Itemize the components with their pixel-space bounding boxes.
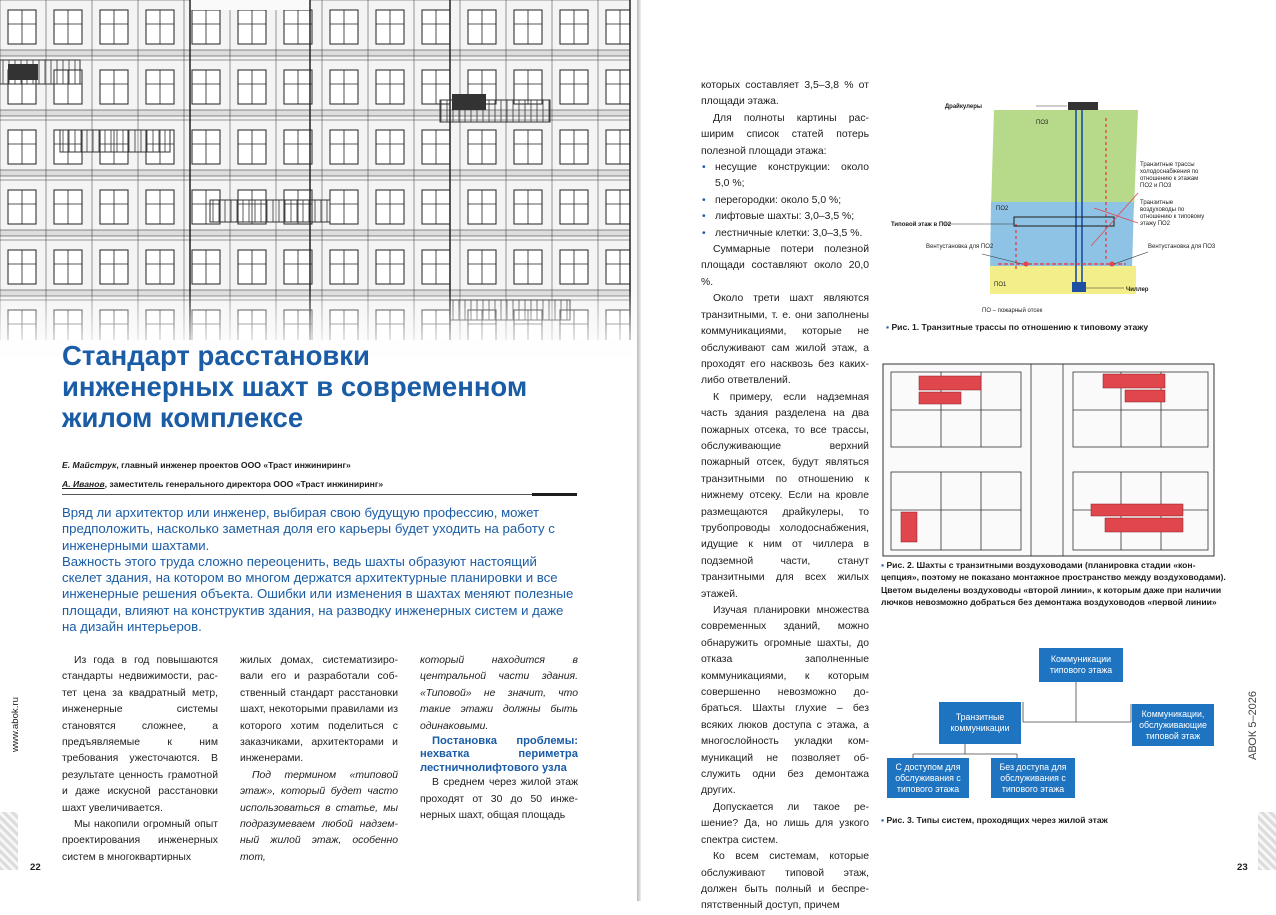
text-column-3 xyxy=(420,653,578,824)
page-number: 23 xyxy=(1237,862,1248,873)
loss-list xyxy=(701,160,869,242)
title-line: Стандарт расстановки xyxy=(62,340,370,371)
list-item: • несущие конструкции: около 5,0 %; xyxy=(715,160,869,193)
label-typical-floor: Типовой этаж в ПО2 xyxy=(891,222,952,228)
journal-issue: АВОК 5–2026 xyxy=(1247,690,1259,760)
body-paragraph: Допускается ли такое решение? Да, но лишь для узкого спектра систем. xyxy=(701,801,869,846)
zone-po2 xyxy=(990,202,1134,270)
body-paragraph: В среднем через жилой этаж проходят от 30 до 50 инженерных шахт, общая площадь xyxy=(420,777,578,822)
highlighted-duct xyxy=(1091,504,1183,516)
label-transit-cooling: Транзитные трассы холодоснабжения по отношению к этажам ПО2 и ПО3 xyxy=(1140,162,1199,189)
lead-paragraph: Вряд ли архитектор или инженер, выбирая свою будущую профессию, может предположить, насколько заметная доля его карьеры будет уходить на работу с инженерными шахтами. xyxy=(62,505,555,553)
lead-text xyxy=(62,505,577,635)
label-po2: ПО2 xyxy=(996,206,1009,212)
box-typical-floor-communications: Коммуникации типового этажа xyxy=(1039,648,1123,682)
body-paragraph: Мы накопили огромный опыт проектирования инженерных систем в многоквартирных xyxy=(62,819,218,863)
body-paragraph: который находится в центральной части здания. «Типовой» не значит, что такие этажи должны быть одинаковыми. xyxy=(420,655,578,732)
article-title xyxy=(62,340,602,433)
highlighted-duct xyxy=(1103,374,1165,388)
highlighted-duct xyxy=(919,392,961,404)
text-column-right xyxy=(701,78,869,915)
page-corner-pattern xyxy=(1258,812,1276,870)
author-role: , заместитель генерального директора ООО «Траст инжиниринг» xyxy=(104,479,384,489)
highlighted-duct xyxy=(901,512,917,542)
body-paragraph: Суммарные потери полезной площади составляют около 20,0 %. xyxy=(701,244,869,288)
label-chiller: Чиллер xyxy=(1126,287,1149,293)
label-vent-po3: Вентустановка для ПО3 xyxy=(1148,244,1216,250)
highlighted-duct xyxy=(1125,390,1165,402)
box-with-access: С доступом для обслуживания с типового этажа xyxy=(887,758,969,798)
highlighted-duct xyxy=(919,376,981,390)
caption-text: Рис. 3. Типы систем, проходящих через жилой этаж xyxy=(886,815,1108,825)
author-divider xyxy=(62,493,577,497)
box-serving-communications: Коммуникации, обслуживающие типовой этаж xyxy=(1132,704,1214,746)
page-corner-pattern xyxy=(0,812,18,870)
label-transit-ducts: Транзитные воздуховоды по отношению к типовому этажу ПО2 xyxy=(1140,200,1205,227)
body-paragraph: Для полноты картины расширим список статей потерь полезной площади этажа: xyxy=(701,112,869,157)
text-column-1 xyxy=(62,653,218,866)
title-line: инженерных шахт в современном xyxy=(62,371,528,402)
label-vent-po2: Вентустановка для ПО2 xyxy=(926,244,994,250)
caption-marker: ▪ xyxy=(881,815,885,825)
author-name: Е. Майструк xyxy=(62,460,117,470)
box-transit-communications: Транзитные коммуникации xyxy=(939,702,1021,744)
body-paragraph: Около трети шахт являются транзитными, т. е. они заполнены коммуникациями, которые не обслуживают сам жилой этаж, а проходят его насквозь без каких-либо ответвлений. xyxy=(701,293,869,387)
body-paragraph: Под термином «типовой этаж», который будет часто использоваться в статье, мы подразумеваем любой надземный жилой этаж, особенно тот, xyxy=(240,769,398,863)
text-column-2 xyxy=(240,653,398,866)
zone-po3 xyxy=(991,110,1138,208)
right-page xyxy=(641,0,1276,912)
caption-text: Рис. 2. Шахты с транзитными воздуховодами (планировка стадии «концепция», поэтому не показано монтажное пространство между воздуховодами). Цветом выделены воздуховоды «второй линии», к которым даже при наличии лючков невозможно добраться без демонтажа воздуховодов «первой линии» xyxy=(881,560,1226,608)
building-illustration xyxy=(0,0,637,362)
author-role: , главный инженер проектов ООО «Траст инжиниринг» xyxy=(116,460,351,470)
label-fire-zone: ПО – пожарный отсек xyxy=(982,308,1043,314)
zone-po1 xyxy=(990,266,1136,294)
figure-2-floor-plan xyxy=(881,362,1226,558)
list-item: • лестничные клетки: 3,0–3,5 %. xyxy=(715,226,869,242)
highlighted-duct xyxy=(1105,518,1183,532)
chiller-unit xyxy=(1072,282,1086,292)
body-paragraph: Из года в год повышаются стандарты недвижимости, растет цена за квадратный метр, инженерные системы становятся сложнее, а предъявляемые к ним требования ужесточаются. В результате ценность грамотной и даже искусной расстановки шахт увеличивается. xyxy=(62,655,218,814)
figure-3-diagram xyxy=(881,640,1271,800)
author-list xyxy=(62,456,582,494)
caption-text: Рис. 1. Транзитные трассы по отношению к типовому этажу xyxy=(891,322,1149,332)
author-line xyxy=(62,456,582,475)
body-paragraph: которых составляет 3,5–3,8 % от площади этажа. xyxy=(701,80,869,108)
caption-marker: ▪ xyxy=(886,322,890,332)
figure-3-caption xyxy=(881,814,1226,826)
list-item: • перегородки: около 5,0 %; xyxy=(715,193,869,209)
title-line: жилом комплексе xyxy=(62,402,304,433)
author-name: А. Иванов xyxy=(62,479,105,489)
author-line xyxy=(62,475,582,494)
section-subheading: Постановка проблемы: нехватка периметра лестничнолифтового узла xyxy=(420,735,578,774)
label-po3: ПО3 xyxy=(1036,120,1049,126)
figure-1-caption xyxy=(886,321,1186,333)
body-paragraph: К примеру, если надземная часть здания разделена на два пожарных отсека, то все трассы, обслуживающие верхний пожарный отсек, будут являться транзитными по отношению к нижнему отсеку. Если на кровле размещаются драйкулеры, то трубопроводы холодоснабжения, идущие к ним от чиллера в подземной части, станут транзитными для всех жилых этажей. xyxy=(701,391,869,600)
figure-2-caption xyxy=(881,559,1226,609)
label-po1: ПО1 xyxy=(994,282,1007,288)
left-page xyxy=(0,0,637,901)
lead-paragraph: Важность этого труда сложно переоценить, ведь шахты образуют настоящий скелет здания, на котором во многом держатся архитектурные планировки и все инженерные решения объекта. Ошибки или изменения в шахтах меняют полезные площади, влияют на конструктив здания, на разводку инженерных систем и даже на дизайн интерьеров. xyxy=(62,553,574,635)
caption-marker: ▪ xyxy=(881,560,885,570)
label-drycoolers: Драйкулеры xyxy=(944,104,982,110)
figure-1-diagram xyxy=(886,98,1216,320)
body-paragraph: Ко всем системам, которые обслуживают типовой этаж, должен быть полный и беспрепятственный доступ, причем xyxy=(701,851,869,912)
body-paragraph: Изучая планировки множества современных зданий, можно обнаружить огромные шахты, до отказа заполненные коммуникациями, к которым совершенно невозможно добраться. Шахты глухие – без всяких люков доступа с этажа, а многослойность укладки коммуникаций не позволяет обслужить одни без демонтажа других. xyxy=(701,605,869,797)
list-item: • лифтовые шахты: 3,0–3,5 %; xyxy=(715,209,869,225)
box-without-access: Без доступа для обслуживания с типового этажа xyxy=(991,758,1075,798)
page-number: 22 xyxy=(30,862,41,873)
site-url[interactable]: www.abok.ru xyxy=(10,697,21,752)
dry-cooler-unit xyxy=(1068,102,1098,110)
body-paragraph: жилых домах, систематизировали его и разработали собственный стандарт расстановки шахт, некоторыми правилами из которого хотим поделиться с заказчиками, архитекторами и инженерами. xyxy=(240,655,398,765)
